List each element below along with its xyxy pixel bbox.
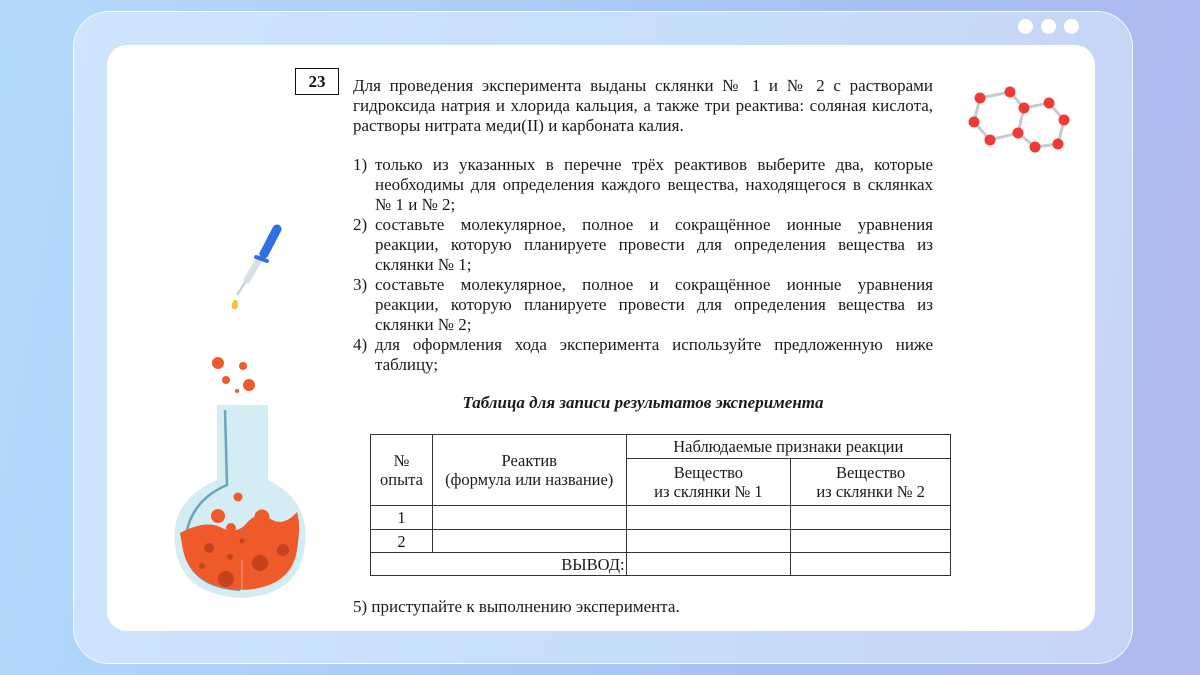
item-number: 3) bbox=[353, 275, 368, 294]
intro-line: растворы нитрата меди(II) и карбоната калия. bbox=[353, 116, 684, 135]
cell-observation-1[interactable] bbox=[626, 530, 791, 553]
item-number: 4) bbox=[353, 335, 368, 354]
item-number: 1) bbox=[353, 155, 368, 174]
task-items bbox=[353, 155, 933, 375]
window-control-dot[interactable] bbox=[1018, 19, 1033, 34]
header-text: Реактив bbox=[501, 451, 557, 470]
task-item bbox=[353, 275, 933, 335]
intro-line: Для проведения эксперимента выданы склянки № 1 и № 2 с растворами bbox=[353, 76, 933, 95]
question-number: 23 bbox=[295, 68, 339, 95]
header-experiment-number bbox=[371, 435, 433, 506]
item-line: реакции, которую планируете провести для определения вещества из bbox=[375, 295, 933, 314]
task-item bbox=[353, 155, 933, 215]
header-text: из склянки № 1 bbox=[654, 482, 763, 501]
item-line: только из указанных в перечне трёх реактивов выберите два, которые bbox=[375, 155, 933, 174]
table-row bbox=[371, 530, 951, 553]
item-line: склянки № 1; bbox=[375, 255, 472, 274]
item-line: составьте молекулярное, полное и сокращённое ионные уравнения bbox=[375, 215, 933, 234]
header-text: опыта bbox=[380, 470, 423, 489]
cell-reagent[interactable] bbox=[432, 530, 626, 553]
task-item-final bbox=[353, 597, 933, 617]
cell-reagent[interactable] bbox=[432, 506, 626, 530]
dropper-icon bbox=[220, 220, 290, 315]
header-text: Вещество bbox=[673, 463, 744, 482]
results-table bbox=[370, 434, 951, 576]
header-text: из склянки № 2 bbox=[816, 482, 925, 501]
table-row bbox=[371, 506, 951, 530]
cell-observation-1[interactable] bbox=[626, 506, 791, 530]
item-line: склянки № 2; bbox=[375, 315, 472, 334]
cell-experiment-number: 2 bbox=[371, 530, 433, 553]
header-text: № bbox=[393, 451, 410, 470]
table-caption: Таблица для записи результатов эксперимента bbox=[462, 393, 824, 412]
header-substance-1 bbox=[626, 459, 791, 506]
item-line: таблицу; bbox=[375, 355, 439, 374]
cell-conclusion-2[interactable] bbox=[791, 553, 951, 576]
cell-conclusion-1[interactable] bbox=[626, 553, 791, 576]
item-number: 2) bbox=[353, 215, 368, 234]
cell-observation-2[interactable] bbox=[791, 530, 951, 553]
intro-line: гидроксида натрия и хлорида кальция, а также три реактива: соляная кислота, bbox=[353, 96, 933, 115]
header-text: (формула или название) bbox=[445, 470, 614, 489]
cell-observation-2[interactable] bbox=[791, 506, 951, 530]
item-text: приступайте к выполнению эксперимента. bbox=[371, 597, 680, 616]
task-item bbox=[353, 215, 933, 275]
cell-experiment-number: 1 bbox=[371, 506, 433, 530]
header-observed-signs: Наблюдаемые признаки реакции bbox=[626, 435, 950, 459]
window-controls bbox=[1018, 19, 1079, 34]
flask-icon bbox=[165, 400, 315, 600]
conclusion-row bbox=[371, 553, 951, 576]
item-line: реакции, которую планируете провести для определения вещества из bbox=[375, 235, 933, 254]
task-intro bbox=[353, 76, 933, 136]
header-text: Вещество bbox=[836, 463, 906, 482]
window-control-dot[interactable] bbox=[1064, 19, 1079, 34]
task-item bbox=[353, 335, 933, 375]
item-line: составьте молекулярное, полное и сокращённое ионные уравнения bbox=[375, 275, 933, 294]
conclusion-label: ВЫВОД: bbox=[371, 553, 627, 576]
molecule-icon bbox=[960, 80, 1080, 160]
item-line: необходимы для определения каждого вещества, находящегося в склянках bbox=[375, 175, 933, 194]
bubbles-icon bbox=[205, 350, 265, 395]
item-line: для оформления хода эксперимента используйте предложенную ниже bbox=[375, 335, 933, 354]
header-substance-2 bbox=[791, 459, 951, 506]
item-line: № 1 и № 2; bbox=[375, 195, 456, 214]
item-number: 5) bbox=[353, 597, 368, 616]
window-control-dot[interactable] bbox=[1041, 19, 1056, 34]
header-reagent bbox=[432, 435, 626, 506]
